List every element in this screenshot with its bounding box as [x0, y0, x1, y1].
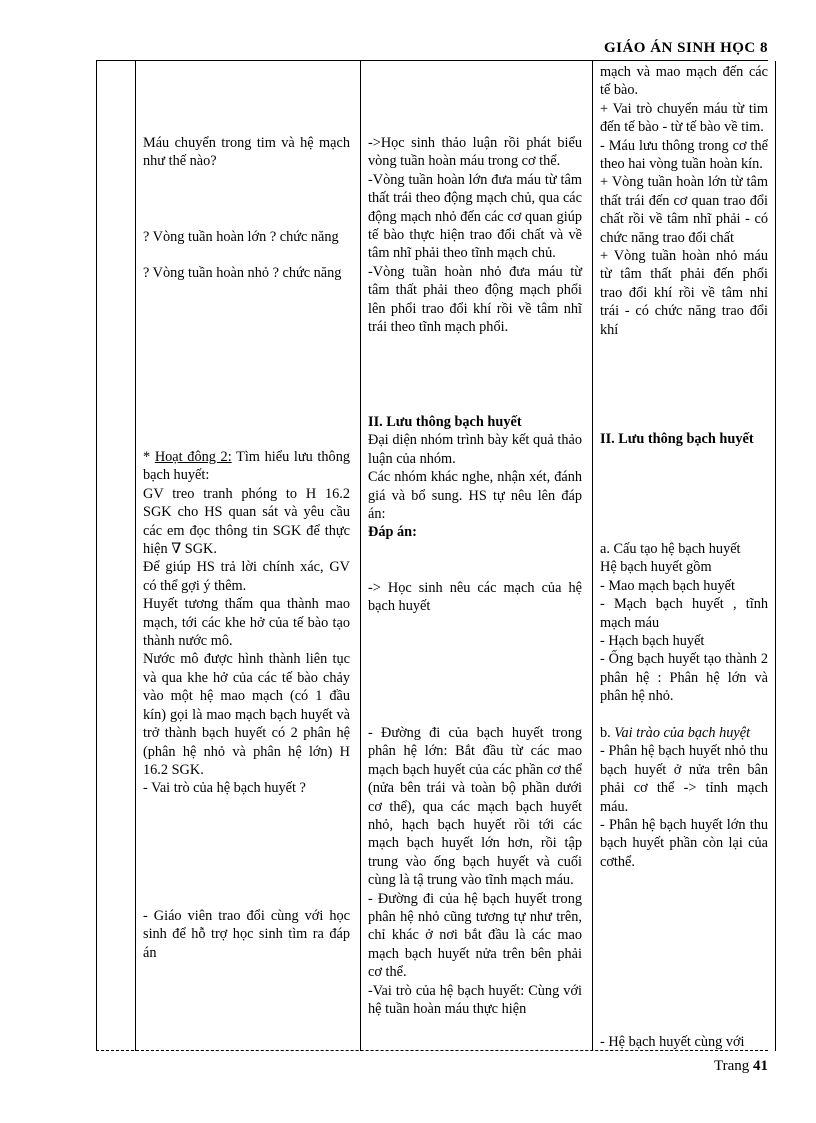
lymph-ducts: - Ống bạch huyết tạo thành 2 phân hệ : Phân hệ lớn và phân hệ nhỏ. — [600, 651, 768, 705]
systemic-loop-summary: + Vòng tuần hoàn lớn từ tâm thất trái đến cơ quan trao đổi chất rồi về tâm nhĩ phải - có chức năng trao đổi chất — [600, 174, 768, 246]
pulmonary-loop-summary: + Vòng tuần hoàn nhỏ máu từ tâm thất phải đến phổi trao đổi khí rồi về tâm nhỉ trái - có chức năng trao đổi khí — [600, 248, 768, 338]
student-activity-column — [368, 61, 582, 1051]
section-ii-heading: II. Lưu thông bạch huyết — [368, 414, 522, 430]
large-subsystem-path: - Đường đi của bạch huyết trong phân hệ lớn: Bắt đầu từ các mao mạch bạch huyết của các phần cơ thể (nửa bên trái và toàn bộ phần dưới cơ thể), qua các mạch bạch huyết nhỏ, hạch bạch huyết rồi tới các mạch bạch huyết lớn hơn, rồi tập trung vào ống bạch huyết và cuối cùng là tậ trung vào tĩnh mạch máu. — [368, 725, 582, 889]
question-systemic-circulation: ? Vòng tuần hoàn lớn ? chức năng — [143, 229, 339, 245]
activity-2-block: * Hoạt đông 2: Tìm hiểu lưu thông bạch huyết: GV treo tranh phóng to H 16.2 SGK cho HS quan sát và yêu cầu các em đọc thông tin SGK để thực hiện ∇ SGK. Để giúp HS trả lời chính xác, GV có thể gợi ý thêm. Huyết tương thấm qua thành mao mạch, tới các khe hở của tế bào tạo thành nước mô. Nước mô được hình thành liên tục và qua khe hở của các tế bào chảy vào một hệ mao mạch (có 1 đầu kín) gọi là mao mạch bạch huyết và trở thành bạch huyết có 2 phân hệ (phân hệ nhỏ và phân hệ lớn) H 16.2 SGK. - Vai trò của hệ bạch huyết ? — [143, 449, 350, 797]
activity-2-plasma: Huyết tương thấm qua thành mao mạch, tới các khe hở của tế bào tạo thành nước mô. — [143, 596, 350, 650]
large-subsystem-role: - Phân hệ bạch huyết lớn thu bạch huyết phần còn lại của cơthể. — [600, 817, 768, 870]
lesson-table — [96, 61, 776, 1051]
lymph-system-includes: Hệ bạch huyết gồm — [600, 559, 712, 576]
pulmonary-circulation-answer: -Vòng tuần hoàn nhỏ đưa máu từ tâm thất phải theo động mạch phổi lên phổi trao đổi khí rồi về tâm nhĩ trái theo tĩnh mạch phổi. — [368, 263, 582, 336]
student-lymph-vessels: -> Học sinh nêu các mạch của hệ bạch huyết — [368, 580, 582, 615]
page-footer — [714, 1058, 768, 1075]
systemic-circulation-answer: -Vòng tuần hoàn lớn đưa máu từ tâm thất trái theo động mạch chủ, qua các động mạch nhỏ đến các cơ quan giúp tế bào thực hiện trao đổi chất và về tâm nhĩ phải theo tĩnh mạch chủ. — [368, 171, 582, 262]
lymph-role-block — [600, 724, 768, 871]
lymph-structure-block — [600, 540, 768, 706]
student-discussion: ->Học sinh thảo luận rồi phát biểu vòng tuần hoàn máu trong cơ thể. — [368, 135, 582, 170]
group-presentation: Đại diện nhóm trình bày kết quả thảo luận của nhóm. — [368, 432, 582, 467]
lymph-nodes: - Hạch bạch huyết — [600, 633, 705, 650]
page-number: 41 — [753, 1058, 768, 1074]
student-lymph-block — [368, 413, 582, 542]
lymph-role-heading: Vai trào của bạch huyệt — [614, 725, 751, 741]
question-lymph-role: - Vai trò của hệ bạch huyết ? — [143, 780, 306, 797]
vessels-continuation: mạch và mao mạch đến các tế bào. — [600, 64, 768, 99]
question-pulmonary-circulation: ? Vòng tuần hoàn nhỏ ? chức năng — [143, 265, 342, 281]
page-cut-line — [96, 1050, 768, 1051]
lymph-role-answer: -Vai trò của hệ bạch huyết: Cùng với hệ tuần hoàn máu thực hiện — [368, 982, 582, 1018]
lymph-capillaries: - Mao mạch bạch huyết — [600, 577, 735, 594]
section-ii-title: II. Lưu thông bạch huyết — [600, 431, 754, 447]
group-feedback: Các nhóm khác nghe, nhận xét, đánh giá và bổ sung. HS tự nêu lên đáp án: — [368, 469, 582, 523]
small-subsystem-path: - Đường đi của hệ bạch huyết trong phân hệ nhỏ cũng tương tự như trên, chỉ khác ở nơi bắt đầu là các mao mạch bạch huyết nửa trên bên phải cơ thể. — [368, 890, 582, 981]
table-border-left — [96, 61, 97, 1051]
small-subsystem-role: - Phân hệ bạch huyết nhỏ thu bạch huyết ở nửa trên bân phải cơ thể -> tỉnh mạch máu. — [600, 743, 768, 815]
column-divider-2 — [360, 61, 361, 1051]
activity-2-heading: Hoạt đông 2: — [154, 449, 232, 465]
activity-2-instruction: GV treo tranh phóng to H 16.2 SGK cho HS quan sát và yêu cầu các em đọc thông tin SGK để thực hiện ∇ SGK. — [143, 485, 350, 558]
activity-2-hint: Để giúp HS trả lời chính xác, GV có thể gợi ý thêm. — [143, 559, 350, 594]
teacher-activity-column — [143, 61, 350, 1051]
lymph-vessels: - Mạch bạch huyết , tĩnh mạch máu — [600, 596, 768, 631]
column-divider-1 — [135, 61, 136, 1051]
page-label: Trang — [713, 1058, 753, 1074]
lymph-role-prefix: b. — [600, 725, 615, 741]
activity-2-title: Tìm hiểu lưu thông bạch huyết: — [143, 449, 350, 484]
role-transport-blood: + Vai trò chuyển máu từ tim đến tế bào - từ tế bào về tim. — [600, 100, 768, 136]
answer-label: Đáp án: — [368, 524, 417, 541]
table-border-right — [775, 61, 776, 1051]
page-header-title: GIÁO ÁN SINH HỌC 8 — [603, 40, 768, 56]
content-circulation-block — [600, 63, 768, 339]
teacher-support-note: - Giáo viên trao đổi cùng với học sinh để hỗ trợ học sinh tìm ra đáp án — [143, 908, 350, 961]
lymph-structure-heading: a. Cấu tạo hệ bạch huyết — [600, 541, 741, 557]
two-closed-loops: - Máu lưu thông trong cơ thể theo hai vòng tuần hoàn kín. — [600, 137, 768, 173]
student-lymph-pathways — [368, 724, 582, 1019]
question-blood-flow: Máu chuyển trong tim và hệ mạch như thế nào? — [143, 135, 350, 170]
column-divider-3 — [592, 61, 593, 1051]
activity-2-tissue-fluid: Nước mô được hình thành liên tục và qua khe hở của các tế bào chảy vào một hệ mao mạch (có 1 đầu kín) gọi là mao mạch bạch huyết và trở thành bạch huyết có 2 phân hệ (phân hệ nhỏ và phân hệ lớn) H 16.2 SGK. — [143, 651, 350, 778]
content-column — [600, 61, 768, 1051]
student-circulation-block — [368, 134, 582, 336]
lymph-cooperation-note: - Hệ bạch huyết cùng với — [600, 1034, 745, 1050]
